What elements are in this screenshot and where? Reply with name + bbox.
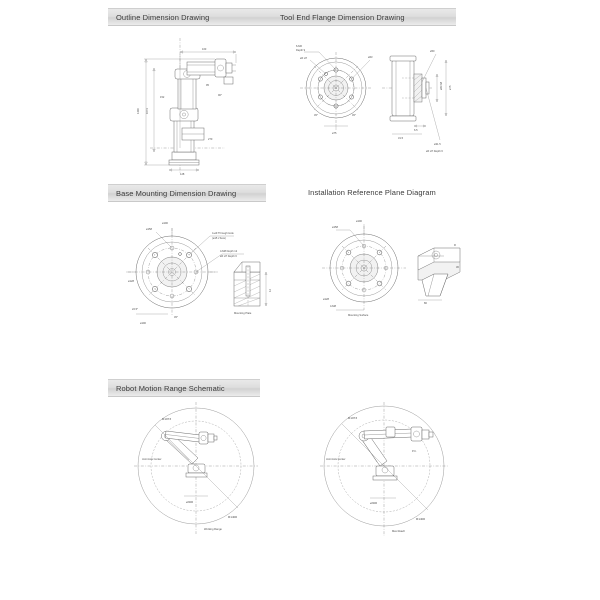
section-header-motion-range: [108, 379, 260, 397]
svg-text:ø300: ø300: [370, 501, 378, 505]
svg-text:ø190: ø190: [140, 322, 146, 325]
svg-text:12: 12: [269, 289, 272, 292]
svg-text:128: 128: [180, 173, 185, 176]
svg-text:4-M8: 4-M8: [330, 305, 336, 308]
svg-text:ø158: ø158: [146, 228, 152, 231]
svg-text:R1073: R1073: [162, 417, 172, 421]
drawing-base-mounting: [110, 210, 290, 340]
page-footer-blank: [0, 560, 600, 600]
section-header-outline-dimension: [108, 8, 272, 26]
svg-text:6.5: 6.5: [414, 129, 418, 132]
svg-text:45°: 45°: [314, 114, 318, 117]
svg-text:Mounting Surface: Mounting Surface: [348, 314, 369, 317]
svg-text:1400: 1400: [137, 108, 140, 114]
svg-text:45°: 45°: [352, 114, 356, 117]
svg-text:45°: 45°: [174, 316, 178, 319]
svg-text:31.5: 31.5: [398, 137, 404, 140]
svg-text:ø158: ø158: [332, 226, 338, 229]
svg-text:ø6 H7 Depth 6: ø6 H7 Depth 6: [220, 255, 237, 258]
svg-text:Joint Axis Center: Joint Axis Center: [142, 458, 162, 461]
svg-text:ø190: ø190: [356, 220, 362, 223]
svg-text:ø6 H7: ø6 H7: [300, 57, 308, 60]
drawing-tool-end-flange: [274, 30, 464, 165]
svg-text:6-M6: 6-M6: [296, 45, 302, 48]
section-title: Outline Dimension Drawing: [116, 12, 210, 22]
svg-text:163: 163: [202, 48, 207, 51]
section-title: Tool End Flange Dimension Drawing: [280, 12, 405, 22]
svg-text:30: 30: [456, 266, 459, 269]
svg-text:ø75: ø75: [449, 85, 452, 90]
svg-text:ø300: ø300: [186, 500, 194, 504]
section-title: Robot Motion Range Schematic: [116, 383, 225, 393]
svg-text:ø75: ø75: [332, 132, 337, 135]
svg-text:ø6 H7 Depth 6: ø6 H7 Depth 6: [426, 150, 443, 153]
svg-text:22.5°: 22.5°: [132, 308, 139, 311]
section-header-base-mounting: [108, 184, 266, 202]
svg-text:ø190: ø190: [162, 222, 168, 225]
svg-text:(ø15 c'bore): (ø15 c'bore): [212, 237, 226, 240]
section-title: Installation Reference Plane Diagram: [308, 187, 436, 197]
svg-text:Joint Axis Center: Joint Axis Center: [326, 458, 346, 461]
svg-text:270: 270: [208, 138, 213, 141]
svg-text:4-ø9 Through Hole: 4-ø9 Through Hole: [212, 232, 234, 235]
svg-text:R: R: [454, 244, 456, 247]
svg-text:1073: 1073: [146, 108, 149, 114]
section-title: Base Mounting Dimension Drawing: [116, 188, 237, 198]
svg-text:ø63 h8: ø63 h8: [440, 81, 443, 90]
svg-text:Depth 9: Depth 9: [296, 49, 306, 52]
svg-text:R1400: R1400: [416, 517, 426, 521]
svg-text:ø50: ø50: [430, 50, 435, 53]
drawing-installation-reference: [306, 208, 476, 340]
svg-text:90°: 90°: [218, 94, 222, 97]
svg-text:Working Range: Working Range: [204, 528, 222, 531]
drawing-outline-dimension: [120, 28, 270, 178]
svg-text:ø128: ø128: [128, 280, 134, 283]
section-header-tool-end-flange: [272, 8, 456, 26]
svg-text:ø128: ø128: [323, 298, 329, 301]
svg-text:R1400: R1400: [228, 515, 238, 519]
svg-text:R1073: R1073: [348, 416, 358, 420]
svg-text:80: 80: [424, 302, 427, 305]
svg-text:Mounting Plate: Mounting Plate: [234, 312, 252, 315]
svg-text:152: 152: [160, 96, 165, 99]
drawing-motion-range-right: [312, 400, 462, 540]
svg-text:P.C.: P.C.: [412, 450, 417, 453]
svg-text:Max Reach: Max Reach: [392, 530, 406, 533]
svg-text:ø63: ø63: [368, 56, 373, 59]
section-header-installation-reference: [300, 184, 460, 200]
svg-text:95: 95: [206, 84, 209, 87]
drawing-motion-range-left: [128, 400, 268, 540]
svg-text:ø31.5: ø31.5: [434, 143, 441, 146]
svg-text:4-M8 Depth 12: 4-M8 Depth 12: [220, 250, 238, 253]
